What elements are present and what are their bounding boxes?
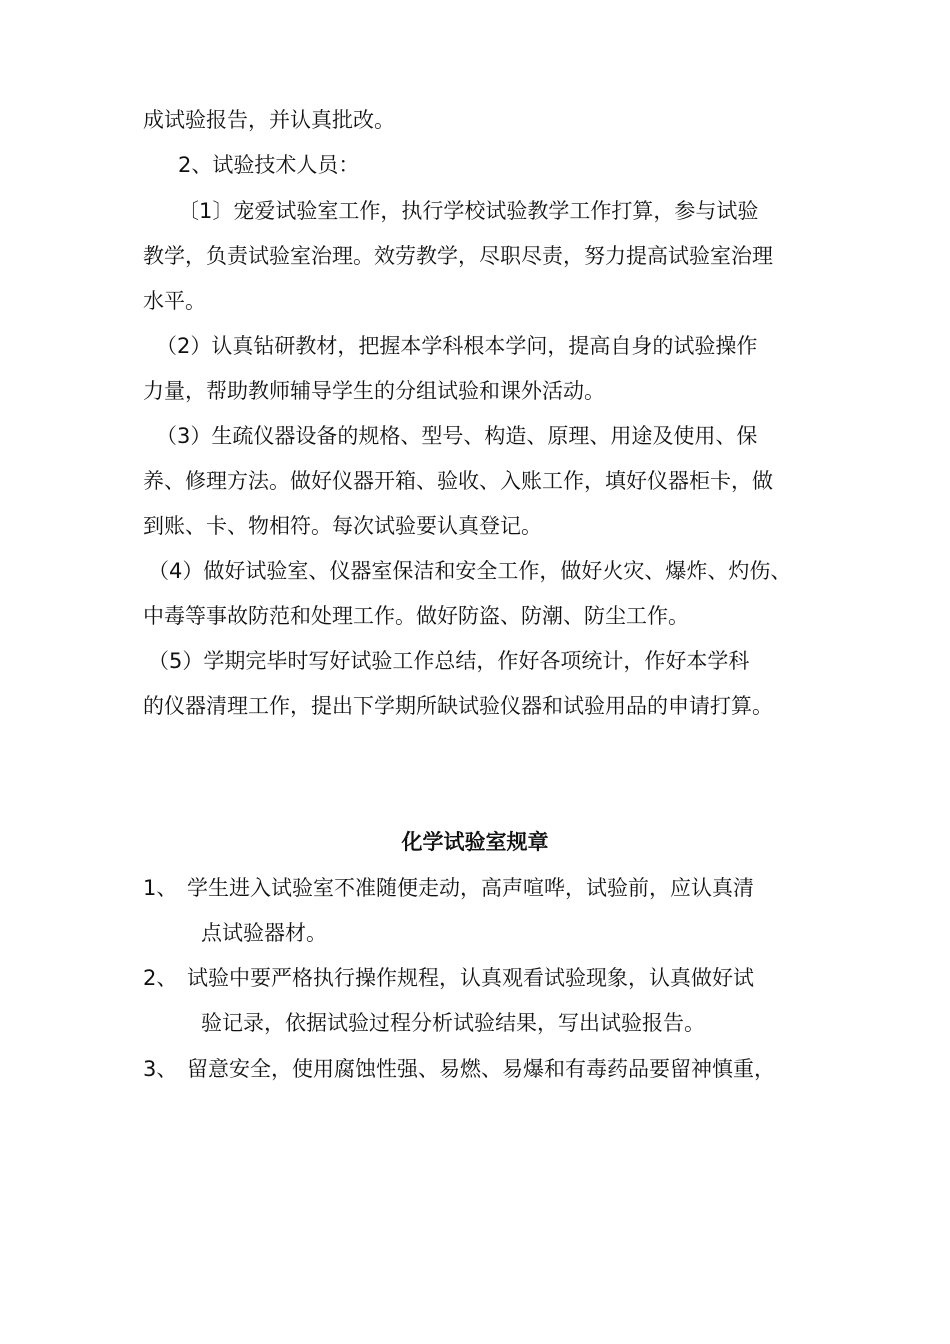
rule-2-line-1: 试验中要严格执行操作规程，认真观看试验现象，认真做好试 [187, 966, 754, 990]
item-2-line-2: 力量，帮助教师辅导学生的分组试验和课外活动。 [143, 379, 605, 403]
rule-1-line-1: 学生进入试验室不准随便走动，高声喧哗，试验前，应认真清 [187, 876, 754, 900]
item-3-line-3: 到账、卡、物相符。每次试验要认真登记。 [143, 514, 542, 538]
item-3-line-1: （3）生疏仪器设备的规格、型号、构造、原理、用途及使用、保 [156, 424, 758, 448]
item-3-line-2: 养、修理方法。做好仪器开箱、验收、入账工作，填好仪器柜卡，做 [143, 469, 773, 493]
item-1-line-2: 教学，负责试验室治理。效劳教学，尽职尽责，努力提高试验室治理 [143, 244, 773, 268]
rule-1-line-2: 点试验器材。 [201, 921, 327, 945]
rules-title: 化学试验室规章 [401, 830, 549, 854]
rule-2-line-2: 验记录，依据试验过程分析试验结果，写出试验报告。 [201, 1011, 705, 1035]
rule-3-number: 3、 [143, 1057, 178, 1081]
item-2-line-1: （2）认真钻研教材，把握本学科根本学问，提高自身的试验操作 [156, 334, 758, 358]
item-4-line-2: 中毒等事故防范和处理工作。做好防盗、防潮、防尘工作。 [143, 604, 689, 628]
continuation-line: 成试验报告，并认真批改。 [143, 108, 395, 132]
item-1-line-1: 〔1〕宠爱试验室工作，执行学校试验教学工作打算，参与试验 [178, 199, 759, 223]
rule-1-number: 1、 [143, 876, 178, 900]
item-1-line-3: 水平。 [143, 289, 206, 313]
item-4-line-1: （4）做好试验室、仪器室保洁和安全工作，做好火灾、爆炸、灼伤、 [148, 559, 792, 583]
rule-2-number: 2、 [143, 966, 178, 990]
item-5-line-1: （5）学期完毕时写好试验工作总结，作好各项统计，作好本学科 [148, 649, 750, 673]
section-heading-technicians: 2、试验技术人员： [178, 153, 360, 177]
rule-3-line-1: 留意安全，使用腐蚀性强、易燃、易爆和有毒药品要留神慎重， [187, 1057, 775, 1081]
item-5-line-2: 的仪器清理工作，提出下学期所缺试验仪器和试验用品的申请打算。 [143, 694, 773, 718]
